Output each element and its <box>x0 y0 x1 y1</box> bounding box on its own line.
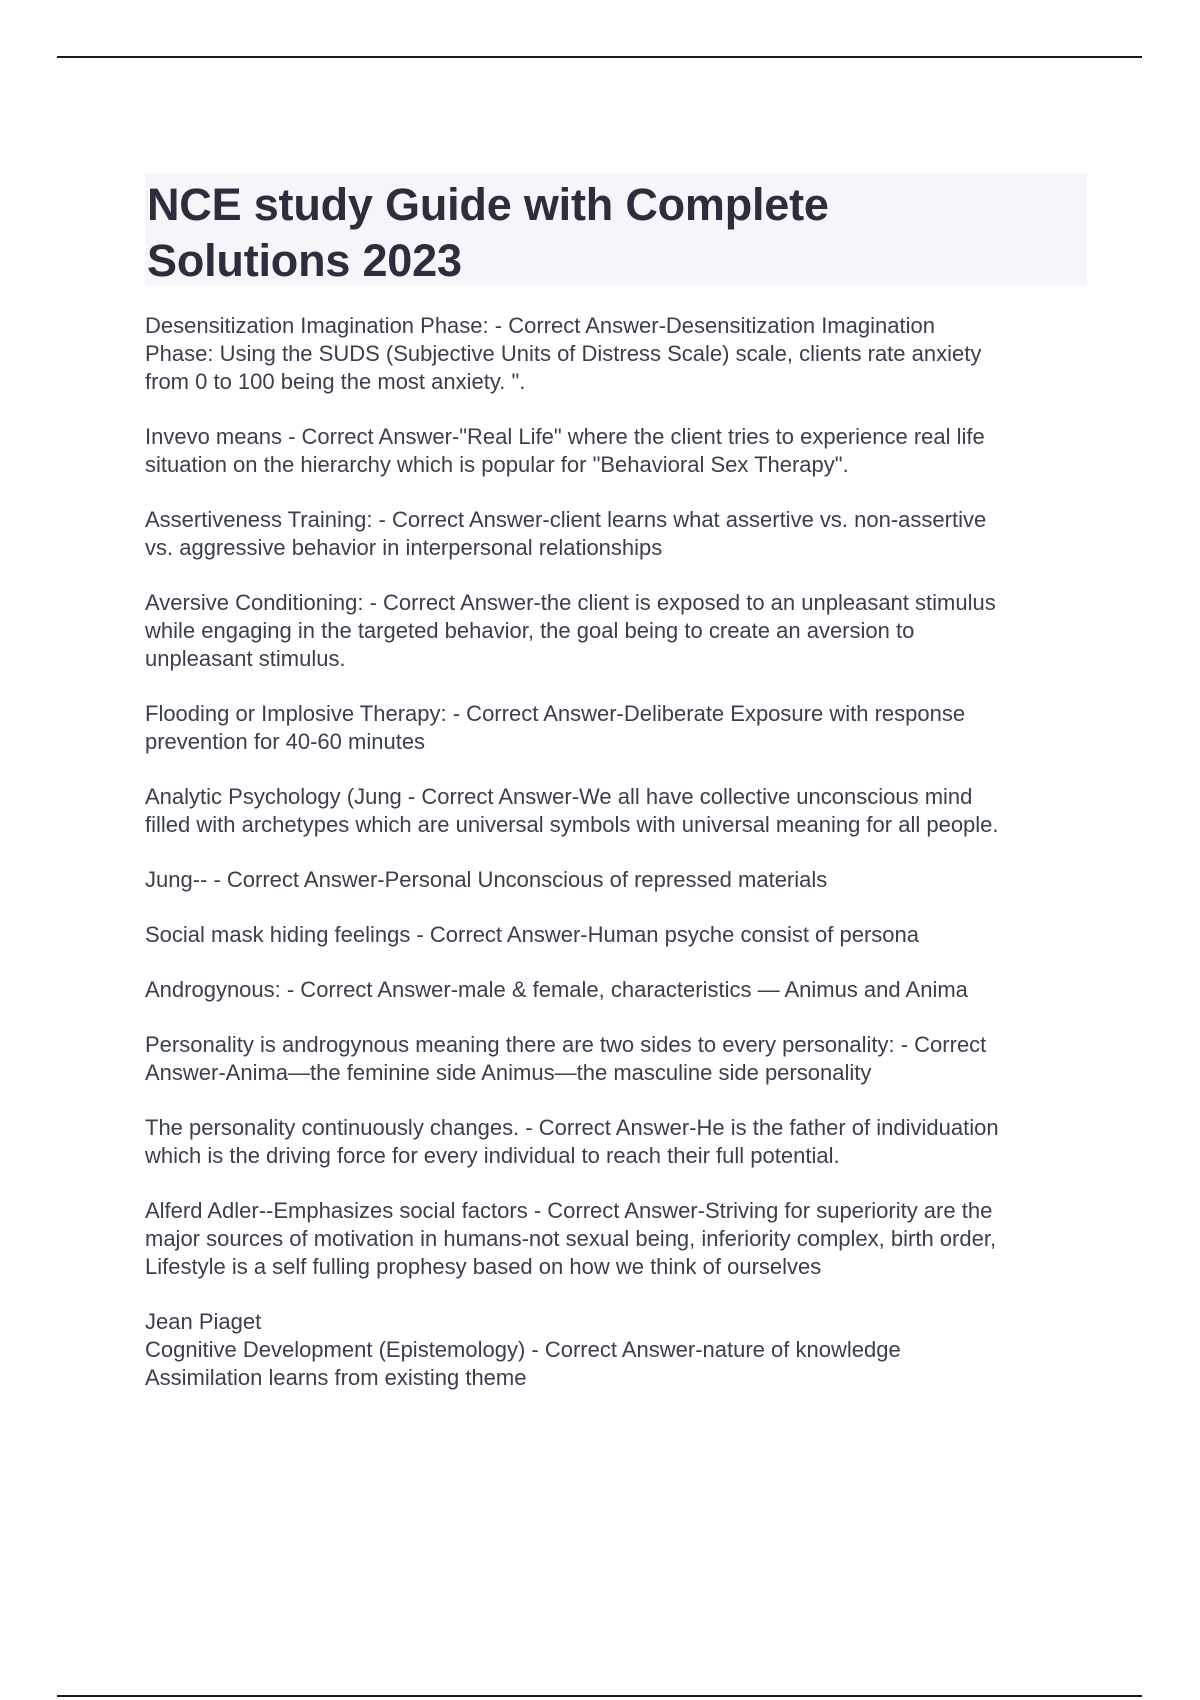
qa-entry: Jean Piaget Cognitive Development (Epistemology) - Correct Answer-nature of knowledge Assimilation learns from existing theme <box>145 1309 901 1390</box>
footer-rule <box>57 1695 1142 1697</box>
qa-entry: Aversive Conditioning: - Correct Answer-the client is exposed to an unpleasant stimulus while engaging in the targeted behavior, the goal being to create an aversion to unpleasant stimulus. <box>145 590 996 671</box>
qa-entry: Invevo means - Correct Answer-"Real Life" where the client tries to experience real life situation on the hierarchy which is popular for "Behavioral Sex Therapy". <box>145 424 985 477</box>
qa-entry: Alferd Adler--Emphasizes social factors - Correct Answer-Striving for superiority are the major sources of motivation in humans-not sexual being, inferiority complex, birth order, Lifestyle is a self fulling prophesy based on how we think of ourselves <box>145 1198 997 1279</box>
qa-list <box>145 312 1085 1419</box>
qa-entry: Androgynous: - Correct Answer-male & female, characteristics — Animus and Anima <box>145 977 968 1002</box>
qa-entry: Jung-- - Correct Answer-Personal Unconscious of repressed materials <box>145 867 828 892</box>
qa-entry: Flooding or Implosive Therapy: - Correct Answer-Deliberate Exposure with response prevention for 40-60 minutes <box>145 701 966 754</box>
title-block <box>145 173 1087 285</box>
qa-entry: Social mask hiding feelings - Correct Answer-Human psyche consist of persona <box>145 922 920 947</box>
header-rule <box>57 56 1142 58</box>
qa-entry: Assertiveness Training: - Correct Answer-client learns what assertive vs. non-assertive vs. aggressive behavior in interpersonal relationships <box>145 507 987 560</box>
qa-entry: Desensitization Imagination Phase: - Correct Answer-Desensitization Imagination Phase: Using the SUDS (Subjective Units of Distress Scale) scale, clients rate anxiety from 0 to 100 being the most anxiety. ". <box>145 313 982 394</box>
document-title: NCE study Guide with Complete Solutions 2023 <box>147 179 829 286</box>
qa-entry: Personality is androgynous meaning there are two sides to every personality: - Correct Answer-Anima—the feminine side Animus—the masculine side personality <box>145 1032 987 1085</box>
qa-entry: Analytic Psychology (Jung - Correct Answer-We all have collective unconscious mind filled with archetypes which are universal symbols with universal meaning for all people. <box>145 784 999 837</box>
qa-entry: The personality continuously changes. - Correct Answer-He is the father of individuation which is the driving force for every individual to reach their full potential. <box>145 1115 999 1168</box>
